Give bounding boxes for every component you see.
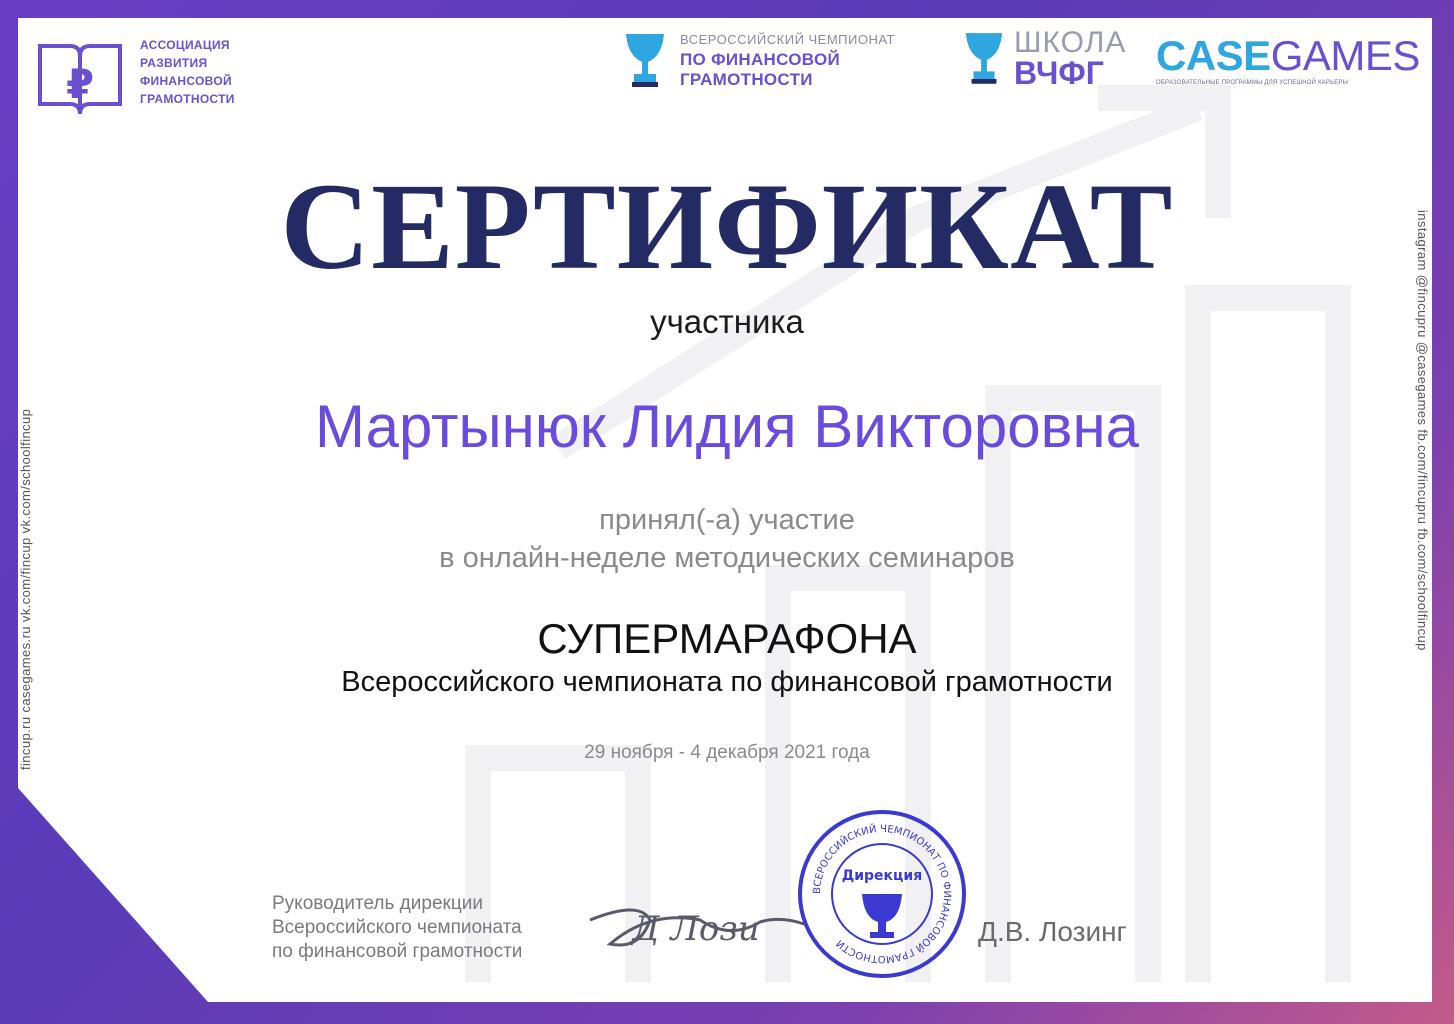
casegames-tagline: ОБРАЗОВАТЕЛЬНЫЕ ПРОГРАММЫ ДЛЯ УСПЕШНОЙ КАРЬЕРЫ: [1156, 80, 1349, 86]
signatory-name: Д.В. Лозинг: [978, 916, 1127, 947]
handwritten-signature: [580, 880, 810, 970]
participant-name: Мартынюк Лидия Викторовна: [314, 393, 1140, 460]
cup-icon: [622, 30, 668, 88]
association-logo: [36, 36, 235, 120]
official-stamp: [796, 808, 968, 980]
association-line: ФИНАНСОВОЙ: [140, 74, 232, 88]
school-line: ШКОЛА: [1014, 26, 1127, 59]
championship-logo: [622, 30, 895, 90]
signatory-role: [272, 892, 522, 964]
casegames-logo: [1156, 34, 1420, 86]
svg-text:₽: ₽: [66, 62, 94, 108]
signature-text: Д Лози: [632, 909, 760, 949]
association-line: АССОЦИАЦИЯ: [140, 38, 230, 52]
casegames-part2: GAMES: [1270, 32, 1420, 79]
cup-icon: [962, 28, 1006, 86]
school-logo: [962, 26, 1127, 91]
description-line-1: принял(-а) участие: [599, 504, 855, 536]
description-line-2: в онлайн-неделе методических семинаров: [439, 542, 1015, 574]
championship-line: ВСЕРОССИЙСКИЙ ЧЕМПИОНАТ: [680, 32, 895, 47]
stamp-center-text: Дирекция: [841, 868, 923, 884]
certificate-subtitle: участника: [650, 303, 804, 340]
championship-line: ПО ФИНАНСОВОЙ: [680, 50, 840, 69]
side-links-right: instagram @fincupru @casegames fb.com/fincupru fb.com/schoolfincup: [1415, 210, 1430, 651]
school-line: ВЧФГ: [1014, 55, 1104, 91]
casegames-part1: CASE: [1156, 32, 1271, 79]
stamp-cup-icon: [862, 894, 902, 938]
association-line: ГРАМОТНОСТИ: [140, 92, 235, 106]
championship-line: ГРАМОТНОСТИ: [680, 70, 813, 89]
association-line: РАЗВИТИЯ: [140, 56, 208, 70]
signatory-role-line: по финансовой грамотности: [272, 941, 523, 962]
event-dates: 29 ноября - 4 декабря 2021 года: [584, 742, 870, 763]
open-book-ruble-icon: [36, 36, 124, 120]
stamp-ring-text: ВСЕРОССИЙСКИЙ ЧЕМПИОНАТ ПО ФИНАНСОВОЙ ГРАМОТНОСТИ: [811, 823, 953, 965]
event-subtitle: Всероссийского чемпионата по финансовой грамотности: [341, 666, 1113, 698]
signatory-role-line: Руководитель дирекции: [272, 893, 483, 914]
side-links-left: fincup.ru casegames.ru vk.com/fincup vk.com/schoolfincup: [18, 408, 33, 770]
event-title: СУПЕРМАРАФОНА: [537, 615, 917, 662]
signatory-role-line: Всероссийского чемпионата: [272, 917, 522, 938]
certificate-title: СЕРТИФИКАТ: [280, 158, 1174, 295]
